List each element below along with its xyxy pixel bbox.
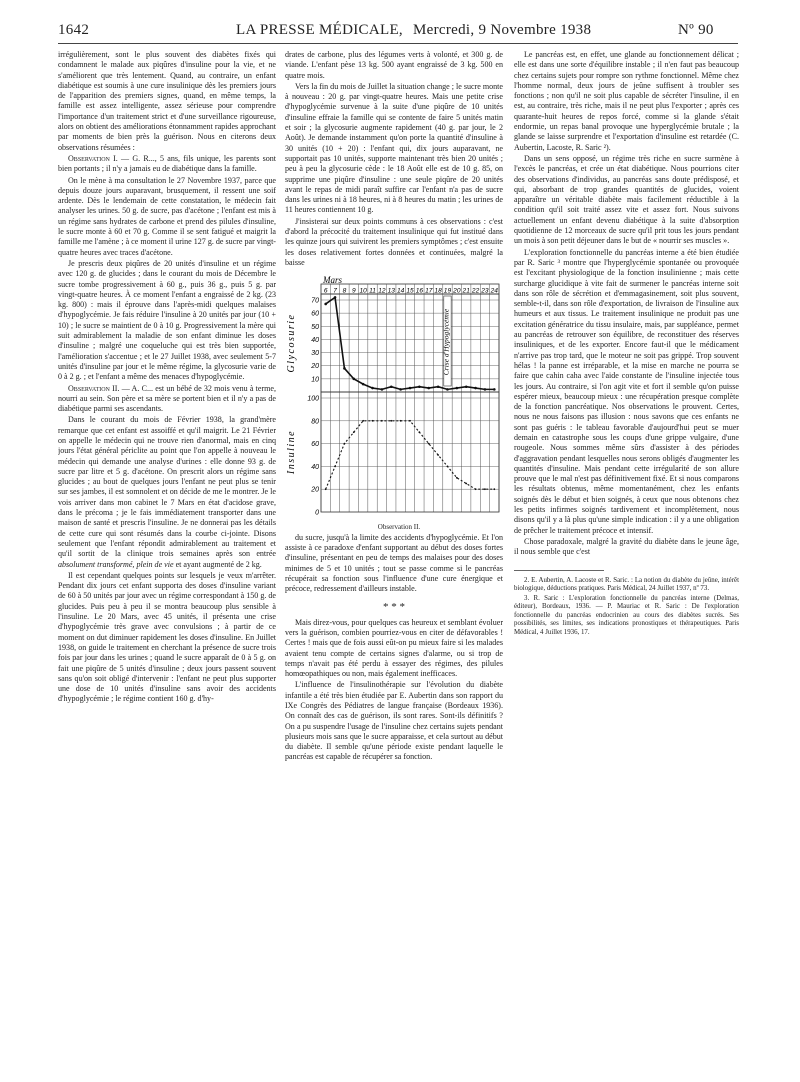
data-point xyxy=(475,489,477,491)
paragraph: Mais direz-vous, pour quelques cas heureux et semblant évoluer vers la guérison, combien pourriez-vous en citer de défavorables ! Certes ! mais que de fois aussi eût-on pu mieux faire si les malades avaient tenu compte de certains signes d'alarme, ou si trop de temps n'avait pas été perdu à essayer des régimes, des pilules homœopathiques ou non, mais également inefficaces. xyxy=(285,617,503,679)
x-tick-label: 9 xyxy=(351,287,356,295)
data-point xyxy=(437,386,440,389)
data-point xyxy=(456,387,459,390)
paragraph: du sucre, jusqu'à la limite des accidents d'hypoglycémie. Et l'on assiste à ce paradoxe d'enfant supportant au début des doses fortes d'insuline, présentant en peu de temps des malaises pour des doses minimes de 5 et 10 unités ; tout se passe comme si le pancréas récupérait sa fonction sous l'influence d'une cure énergique et précoce, redressement d'ailleurs instable. xyxy=(285,532,503,594)
x-tick-label: 17 xyxy=(425,287,433,295)
data-point xyxy=(409,387,412,390)
x-tick-label: 22 xyxy=(471,287,480,295)
x-tick-label: 15 xyxy=(406,287,414,295)
data-point xyxy=(493,388,496,391)
chart-svg xyxy=(285,274,503,516)
y-tick-label: 10 xyxy=(311,376,319,384)
column-2 xyxy=(285,50,503,1060)
column-1 xyxy=(58,50,276,1060)
paragraph: Chose paradoxale, malgré la gravité du diabète dans le jeune âge, il nous semble que c'est xyxy=(514,536,739,557)
y-tick-label: 50 xyxy=(311,324,319,332)
paragraph: J'insisterai sur deux points communs à ces observations : c'est d'abord la précocité du traitement insulinique qui fut institué dans les quinze jours qui suivirent les premiers symptômes ; c'est ensuite les doses relativement fortes données et continuées, malgré la baisse xyxy=(285,216,503,267)
paragraph: Il est cependant quelques points sur lesquels je veux m'arrêter. Pendant dix jours cet enfant supporta des doses d'insuline variant de 60 à 50 unités par jour avec un régime correspondant à 150 g. de glucides. Puis peu à peu il se montra beaucoup plus sensible à l'insuline. Le 20 Mars, avec 45 unités, il présenta une crise d'hypoglycémie très grave avec convulsions ; à partir de ce moment on dut diminuer rapidement les doses d'insuline. En Juillet 1938, on guide le traitement en cherchant la présence de sucre trois fois par jour dans les urines ; quand le sucre apparaît de 0 à 5 g. on fait une piqûre de 5 unités d'insuline ; deux jours passent souvent sans qu'on soit obligé d'intervenir : l'enfant ne peut plus supporter une dose de 10 unités d'insuline sans avoir des accidents d'hypoglycémie ; le régime contient 160 g. d'hy- xyxy=(58,570,276,704)
data-point xyxy=(437,454,439,456)
data-point xyxy=(399,388,402,391)
x-tick-label: 10 xyxy=(359,287,367,295)
data-point xyxy=(428,443,430,445)
y-tick-label: 20 xyxy=(311,363,319,371)
data-point xyxy=(381,388,384,391)
data-point xyxy=(465,483,467,485)
column-3 xyxy=(514,50,739,1060)
x-tick-label: 14 xyxy=(396,287,405,295)
x-tick-label: 16 xyxy=(415,287,424,295)
paragraph: Vers la fin du mois de Juillet la situation change ; le sucre monte à nouveau : 20 g. par vingt-quatre heures. Mais une petite crise d'hypoglycémie survenue à la suite d'une piqûre de 10 unités d'insuline effraie la famille qui se contente de faire 5 unités matin et soir ; la glycosurie augmente rapidement (40 g. par jour, le 2 Août). Je demande instamment qu'on porte la quantité d'insuline à 30 unités (10 + 20) : l'enfant qui, dix jours auparavant, ne supportait pas 10 unités, supporte maintenant très bien 20 unités ; peu à peu la glycosurie cède : le 18 Août elle est de 10 g. 85, on supprime une piqûre d'insuline : une seule piqûre de 20 unités avant le repas de midi paraît suffire car l'enfant n'a pas de sucre dans les urines ni à 18 heures, ni à 8 heures du matin ; les urines de 11 heures contiennent 10 g. xyxy=(285,81,503,215)
data-point xyxy=(362,383,365,386)
paragraph: Dans le courant du mois de Février 1938, la grand'mère remarque que cet enfant est assoiffé et qu'il maigrit. Le 21 Février on appelle le médecin qui ne trouve rien d'anormal, mais en cinq jours l'état général périclite au point que l'on appelle à nouveau le médecin qui demande une analyse d'urines : elle donne 93 g. de sucre par litre et 5 g. d'acétone. On prescrit alors un régime sans glucides ; au bout de quelques jours l'enfant ne peut plus se tenir sur ses jambes, il est somnolent et on décide de me le montrer. Je le vois arriver dans mon cabinet le 7 Mars en état d'acidose grave, dans le précoma ; je le fais immédiatement transporter dans une maison de santé et prescris l'insuline. Je ne donnerai pas les détails de cette cure qui sont résumés dans la courbe ci-jointe. Disons seulement que l'enfant répondit admirablement au traitement et qu'il sortit de la clinique trois semaines après son entrée absolument transformé, plein de vie et ayant augmenté de 2 kg. xyxy=(58,415,276,569)
paragraph: Le pancréas est, en effet, une glande au fonctionnement délicat ; elle est dans une sorte d'équilibre instable ; il n'en faut pas beaucoup chez certains sujets pour rompre son rythme fonctionnel. Même chez l'homme normal, deux jours de jeûne suffisent à troubler ses fonctions ; non qu'il ne soit plus capable de sécréter l'insuline, il en est, au contraire, très riche, mais il ne peut plus l'exporter ; après ces quarante-huit heures de repos forcé, comme si la glande s'était endormie, un repas banal provoque une hyperglycémie brutale ; la glande se laisse surprendre et l'exportation d'insuline est retardée (C. Aubertin, Lacoste, R. Saric ²). xyxy=(514,50,739,152)
x-tick-label: 23 xyxy=(481,287,489,295)
data-point xyxy=(409,420,411,422)
data-point xyxy=(427,387,430,390)
chart-title: Mars xyxy=(323,275,343,286)
panel-frame xyxy=(321,294,499,392)
header-rule xyxy=(58,43,738,44)
data-point xyxy=(381,420,383,422)
y-tick-label: 0 xyxy=(315,509,319,517)
data-point xyxy=(474,387,477,390)
x-tick-label: 20 xyxy=(453,287,461,295)
section-separator: * * * xyxy=(383,600,405,613)
observation-2: Observation II. — A. C... est un bébé de 32 mois venu à terme, nourri au sein. Son père et sa mère se portent bien et il n'y a pas de diabétique parmi ses ascendants. xyxy=(58,383,276,414)
y-tick-label: 60 xyxy=(311,310,319,318)
footnote-rule xyxy=(514,570,604,571)
data-point xyxy=(400,420,402,422)
data-point xyxy=(418,432,420,434)
paragraph: Je prescris deux piqûres de 20 unités d'insuline et un régime avec 120 g. de glucides ; dans le courant du mois de Décembre le sucre tombe progressivement à 60 g., puis 36 g., puis 5 g. par vingt-quatre heures. À ce moment l'enfant a engraissé de 2 kg. (23 kg. 800) : mais il éprouve dans l'après-midi quelques malaises d'hypoglycémie. Je fais réduire l'insuline à 20 unités par jour (10 + 10) ; le sucre se maintient de 0 à 10 g. Progressivement la mère qui suit admirablement la maladie de son enfant diminue les doses d'insuline ; malgré une coqueluche qui est très bien supportée, l'amélioration s'accentue ; et le 27 Juillet 1938, avec seulement 5-7 unités d'insuline par jour et le même régime, la glycosurie varie de 0 à 2 g. ; et l'enfant a même des menaces d'hypoglycémie. xyxy=(58,258,276,382)
data-point xyxy=(324,303,327,306)
y-tick-label: 40 xyxy=(311,337,319,345)
data-point xyxy=(334,466,336,468)
x-tick-label: 19 xyxy=(443,287,452,295)
x-tick-label: 11 xyxy=(369,287,376,295)
data-point xyxy=(446,388,449,391)
issue-date: Mercredi, 9 Novembre 1938 xyxy=(413,22,592,38)
x-tick-label: 7 xyxy=(333,287,337,295)
x-tick-label: 13 xyxy=(387,287,395,295)
data-point xyxy=(484,388,487,391)
x-tick-label: 6 xyxy=(323,287,328,295)
data-point xyxy=(362,420,364,422)
x-tick-label: 21 xyxy=(462,287,470,295)
paragraph: irrégulièrement, sont le plus souvent des diabètes fixés qui condamnent le malade aux piqûres d'insuline pour la vie, et ne s'améliorent que très lentement. Quand, au contraire, un enfant diabétique est soumis à une cure insulinique dès les premiers jours de l'apparition des premiers signes, quand, en même temps, la famille est assez intelligente, assez sérieuse pour comprendre l'importance d'un traitement strict et d'une surveillance rigoureuse, alors on obtient des améliorations étonnamment rapides approchant par moments de bien près la guérison. Nous en citerons deux observations résumées : xyxy=(58,50,276,152)
data-point xyxy=(353,432,355,434)
data-point xyxy=(372,420,374,422)
footnote: 2. E. Aubertin, A. Lacoste et R. Saric. : La notion du diabète du jeûne, intérêt biologique, déductions pratiques. Paris Médical, 24 Juillet 1937, nº 73. xyxy=(514,576,739,593)
annotation-label: Crise d'Hypoglycémie xyxy=(441,309,451,376)
glycosurie-series-line xyxy=(326,298,495,390)
data-point xyxy=(390,420,392,422)
observation-chart xyxy=(285,274,503,519)
data-point xyxy=(371,387,374,390)
observation-1: Observation I. — G. R..., 5 ans, fils unique, les parents sont bien portants ; il n'y a jamais eu de diabétique dans la famille. xyxy=(58,153,276,174)
x-tick-label: 18 xyxy=(434,287,442,295)
chart-caption: Observation II. xyxy=(377,522,421,531)
page-header xyxy=(58,22,738,42)
x-tick-label: 12 xyxy=(378,287,386,295)
data-point xyxy=(484,489,486,491)
data-point xyxy=(334,296,337,299)
data-point xyxy=(493,489,495,491)
data-point xyxy=(456,477,458,479)
footnote: 3. R. Saric : L'exploration fonctionnelle du pancréas interne (Delmas, éditeur), Bordeaux, 1936. — P. Mauriac et R. Saric : De l'exploration fonctionnelle du pancréas endocrinien au cours des diabètes sucrés. Ses possibilités, ses limites, ses indications pronostiques et thérapeutiques. Paris Médical, 4 Juillet 1936, 17. xyxy=(514,594,739,636)
data-point xyxy=(447,466,449,468)
paragraph: Dans un sens opposé, un régime très riche en sucre surmène à l'excès le pancréas, et crée un état diabétique. Nous pourrions citer des observations d'individus, au pancréas sans doute prédisposé, et qui, absorbant de trop grandes quantités de glucides, voient apparaître un véritable diabète mais facilement réductible à la condition qu'il soit traité assez vite et assez fort. Nous suivons actuellement un enfant devenu diabétique à la suite d'absorption quotidienne de 12 morceaux de sucre qu'il prit tous les jours pendant un mois à son petit déjeuner dans le but de « nourrir ses muscles ». xyxy=(514,153,739,246)
page-number: 1642 xyxy=(58,22,90,38)
y-tick-label: 30 xyxy=(311,350,319,358)
y-tick-label: 100 xyxy=(307,395,319,403)
x-tick-label: 8 xyxy=(342,287,347,295)
journal-title: LA PRESSE MÉDICALE, xyxy=(236,22,403,38)
x-tick-label: 24 xyxy=(490,287,498,295)
data-point xyxy=(465,386,468,389)
paragraph: drates de carbone, plus des légumes verts à volonté, et 300 g. de viande. L'enfant pèse 13 kg. 500 ayant engraissé de 3 kg. 500 en quatre mois. xyxy=(285,50,503,80)
data-point xyxy=(325,489,327,491)
data-point xyxy=(344,443,346,445)
issue-number: Nº 90 xyxy=(678,22,714,38)
data-point xyxy=(390,386,393,389)
paragraph: L'influence de l'insulinothérapie sur l'évolution du diabète infantile a été très bien étudiée par E. Aubertin dans son rapport du IXe Congrès des Pédiatres de langue française (Bordeaux 1936). On connaît des cas de guérison, ils sont rares. Sont-ils définitifs ? On a pu suspendre l'usage de l'insuline chez certains sujets pendant plusieurs mois sans que le sucre apparaisse, et cela surtout au début du diabète. Il semble qu'une période existe pendant laquelle le pancréas est capable de récupérer sa fonction. xyxy=(285,680,503,762)
y-tick-label: 60 xyxy=(311,441,319,449)
y-tick-label: 20 xyxy=(311,486,319,494)
y-tick-label: 70 xyxy=(311,297,319,305)
data-point xyxy=(418,386,421,389)
data-point xyxy=(352,378,355,381)
y-axis-label: Glycosurie xyxy=(286,313,297,373)
paragraph: L'exploration fonctionnelle du pancréas interne a été bien étudiée par R. Saric ³ montre que l'hyperglycémie spontanée ou provoquée est l'excitant physiologique de la fonction insulinienne ; mais cette surcharge glucidique à vite fait de surmener le pancréas interne soit dans son rôle de sécrétion et d'emmagasinement, soit plus souvent, semble-t-il, dans son rôle d'exportation, de livraison de l'insuline aux humeurs et aux tissus. Le traitement insulinique ne produit pas une excitation génératrice du tissu insulaire, mais, par suppléance, permet au pancréas de retrouver son équilibre, de reconstituer des réserves insuliniques, et de les exporter. Encore faut-il que le médicament n'arrive pas trop tard, que le moteur ne soit pas grippé. Trop souvent hélas ! la panne est irréparable, et la mise en marche ne pourra se faire que cahin caha avec l'aide constante de l'insuline injectée tous les jours. Au contraire, si l'on agit vite et fort il semble qu'on puisse espérer mieux, beaucoup mieux : une récupération presque complète de la fonction pancréatique. Nos observations le prouvent. Certes, nous ne nous faisons pas illusion : nous savons que ces enfants ne sont pas guéris : le tableau favorable d'aujourd'hui peut se muer demain en catastrophe sous les coups d'une grippe vulgaire, d'une rougeole. Nous sommes même sûrs d'assister à des périodes d'aggravation pendant lesquelles nous serons obligés d'augmenter les quantités d'insuline. Mais pendant cette irrégularité de son allure prouve que le mal n'est pas définitivement fixé. Et si nous comparons les résultats obtenus, même momentanément, chez les enfants soignés dès le début et bien soignés, à ceux que nous obtenons chez les petits infirmes soignés tardivement et incomplètement, nous disons qu'il y a là plus qu'une simple indication : il y a une obligation de prêcher le traitement précoce et intensif. xyxy=(514,247,739,535)
y-tick-label: 80 xyxy=(311,418,319,426)
paragraph: On le mène à ma consultation le 27 Novembre 1937, parce que depuis douze jours auparavant, brusquement, il ressent une soif ardente. Dès le lendemain de cette constatation, le médecin fait analyser les urines. 50 g. de sucre, pas d'acétone ; l'enfant est mis à un régime sans hydrates de carbone et prend des pilules d'insuline, le sucre monte à 60 et 70 g. Comme il se sent fatigué et maigrit la famille me l'amène ; à ce moment il urine 127 g. de sucre par vingt-quatre heures avec traces d'acétone. xyxy=(58,175,276,257)
insuline-series-line xyxy=(326,421,495,489)
y-axis-label: Insuline xyxy=(286,430,297,475)
panel-frame xyxy=(321,392,499,512)
data-point xyxy=(343,367,346,370)
y-tick-label: 40 xyxy=(311,464,319,472)
